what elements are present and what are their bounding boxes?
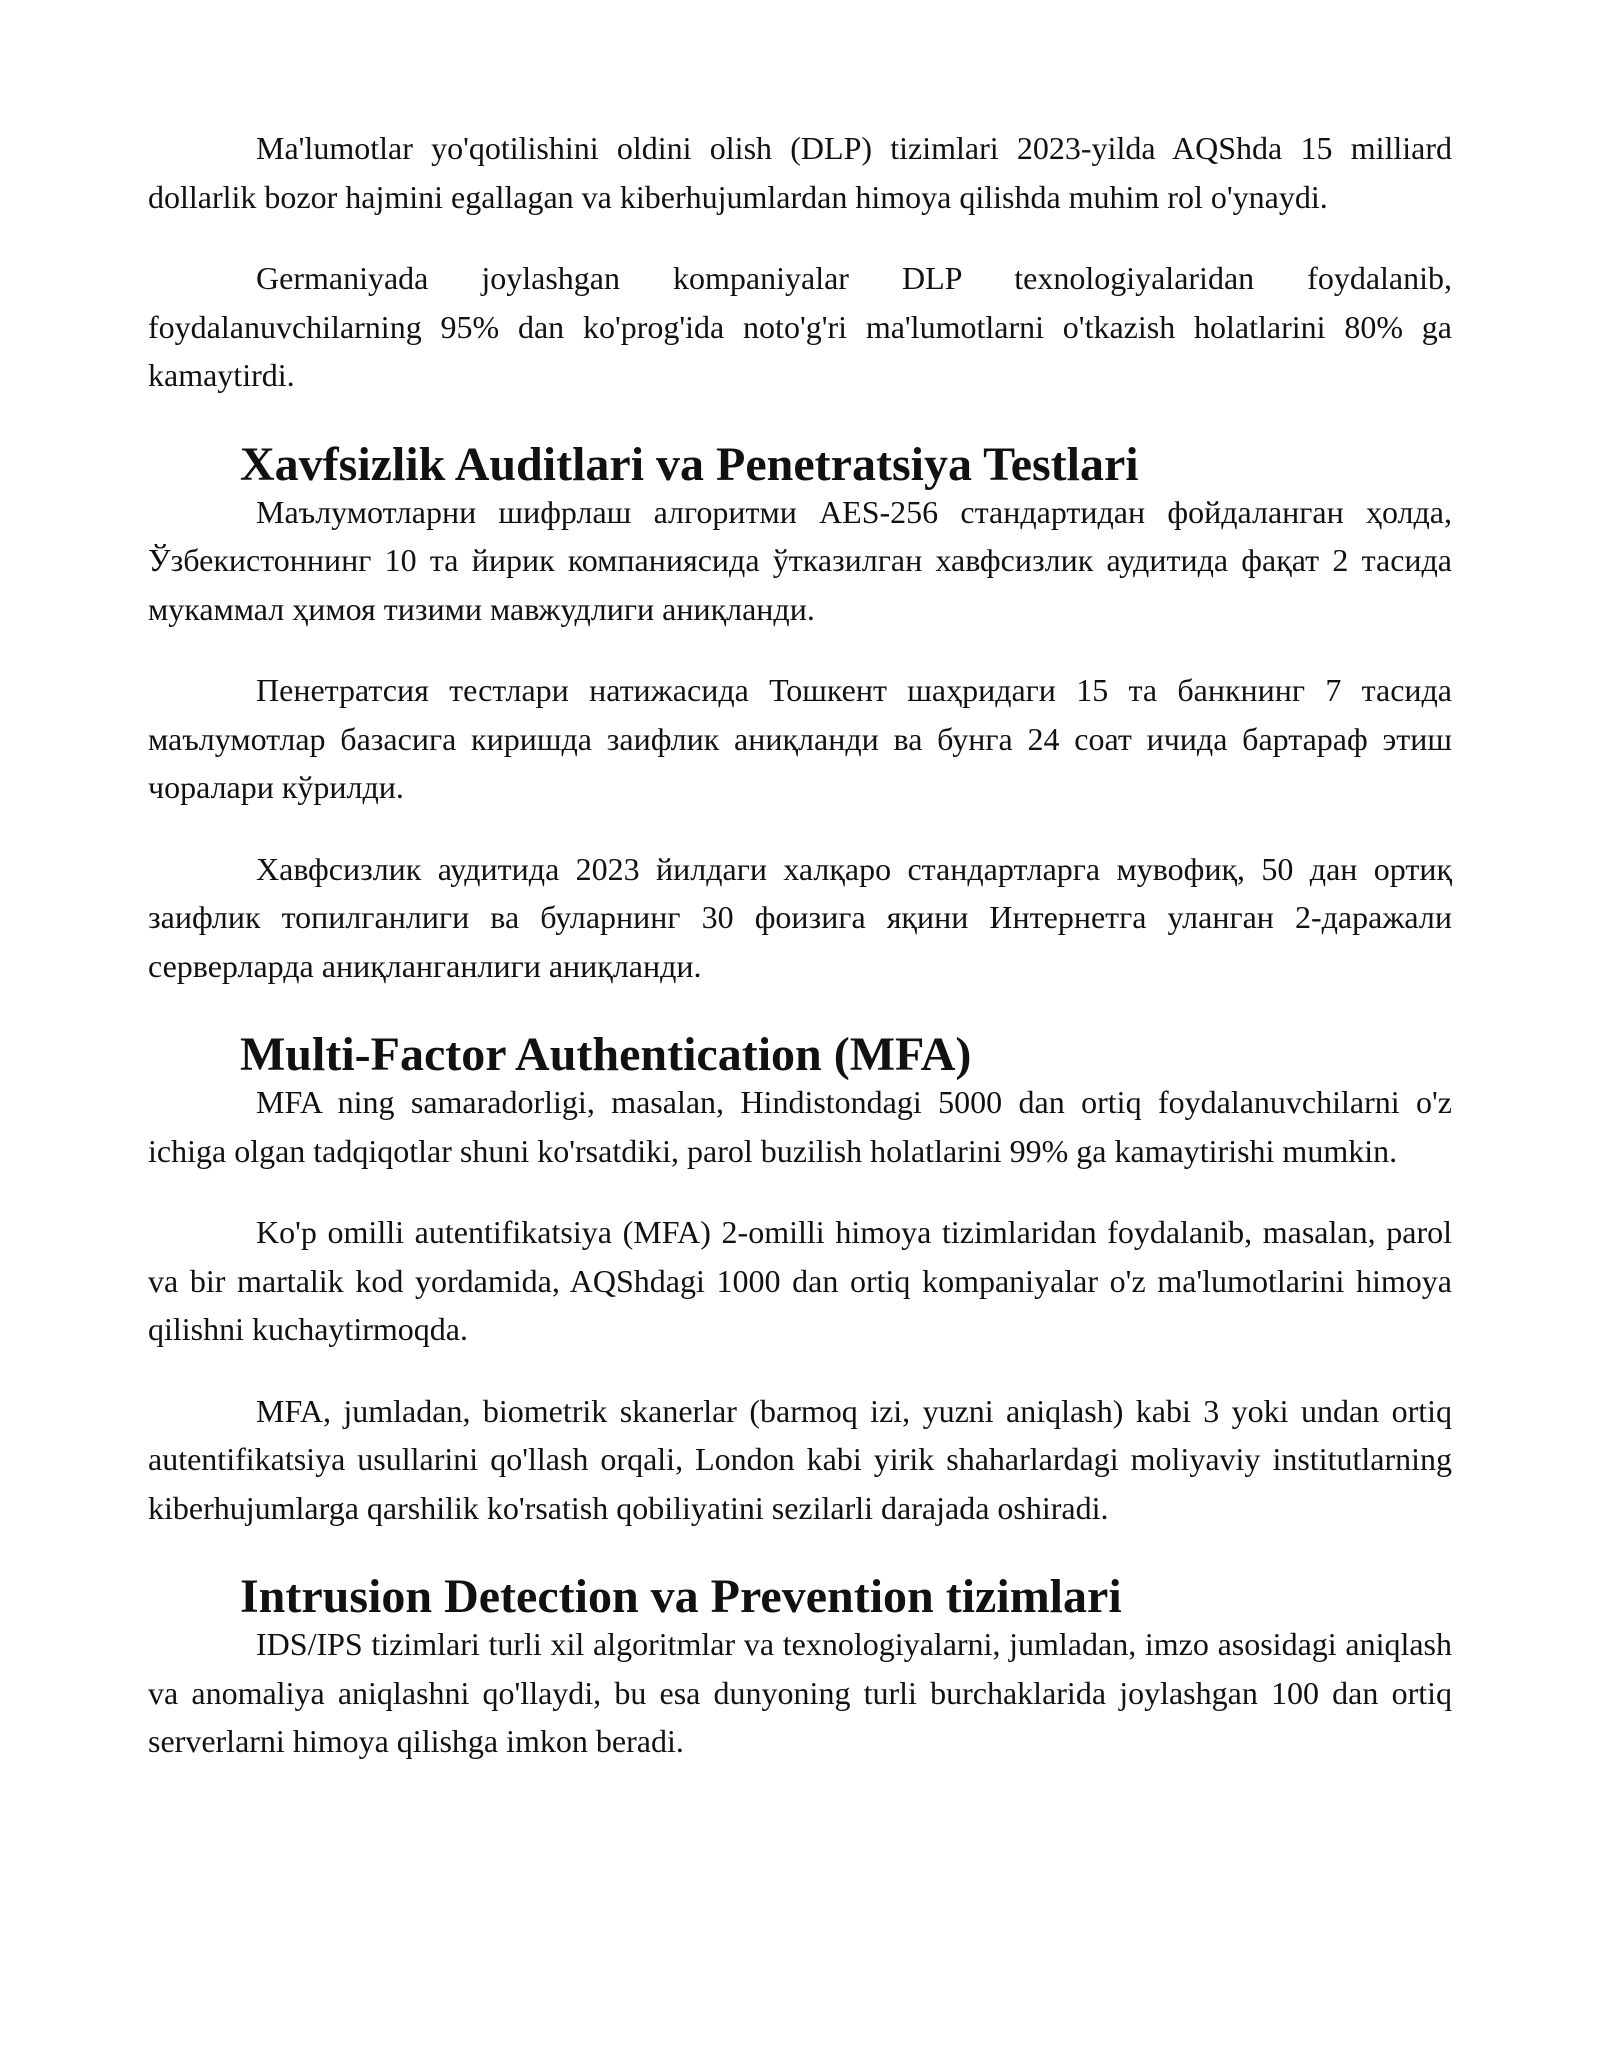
- paragraph-pentest-banks: Пенетратсия тестлари натижасида Тошкент шаҳридаги 15 та банкнинг 7 тасида маълумотлар базасига киришда заифлик аниқланди ва бунга 24 соат ичида бартараф этиш чоралари кўрилди.: [148, 672, 1452, 805]
- heading-ids-ips: Intrusion Detection va Prevention tizimlari: [240, 1570, 1122, 1623]
- paragraph-dlp-market: Ma'lumotlar yo'qotilishini oldini olish (DLP) tizimlari 2023-yilda AQShda 15 milliard dollarlik bozor hajmini egallagan va kiberhujumlardan himoya qilishda muhim rol o'ynaydi.: [148, 130, 1452, 215]
- paragraph-mfa-india: MFA ning samaradorligi, masalan, Hindistondagi 5000 dan ortiq foydalanuvchilarni o'z ichiga olgan tadqiqotlar shuni ko'rsatdiki, parol buzilish holatlarini 99% ga kamaytirishi mumkin.: [148, 1084, 1452, 1169]
- paragraph-aes-audit: Маълумотларни шифрлаш алгоритми AES-256 стандартидан фойдаланган ҳолда, Ўзбекистоннинг 10 та йирик компаниясида ўтказилган хавфсизлик аудитида фақат 2 тасида мукаммал ҳимоя тизими мавжудлиги аниқланди.: [148, 493, 1452, 627]
- document-page: [148, 124, 1452, 1766]
- heading-mfa: Multi-Factor Authentication (MFA): [240, 1028, 972, 1081]
- paragraph-ids-ips: IDS/IPS tizimlari turli xil algoritmlar va texnologiyalarni, jumladan, imzo asosidagi aniqlash va anomaliya aniqlashni qo'llaydi, bu esa dunyoning turli burchaklarida joylashgan 100 dan ortiq serverlarni himoya qilishga imkon beradi.: [148, 1626, 1452, 1759]
- paragraph-mfa-biometric: MFA, jumladan, biometrik skanerlar (barmoq izi, yuzni aniqlash) kabi 3 yoki undan ortiq autentifikatsiya usullarini qo'llash orqali, London kabi yirik shaharlardagi moliyaviy institutlarning kiberhujumlarga qarshilik ko'rsatish qobiliyatini sezilarli darajada oshiradi.: [148, 1392, 1452, 1526]
- paragraph-dlp-germany: Germaniyada joylashgan kompaniyalar DLP texnologiyalaridan foydalanib, foydalanuvchilarning 95% dan ko'prog'ida noto'g'ri ma'lumotlarni o'tkazish holatlarini 80% ga kamaytirdi.: [148, 260, 1452, 393]
- paragraph-audit-2023: Хавфсизлик аудитида 2023 йилдаги халқаро стандартларга мувофиқ, 50 дан ортиқ заифлик топилганлиги ва буларнинг 30 фоизига яқини Интернетга уланган 2-даражали серверларда аниқланганлиги аниқланди.: [148, 850, 1452, 984]
- heading-security-audits: Xavfsizlik Auditlari va Penetratsiya Testlari: [240, 437, 1139, 491]
- paragraph-mfa-usa: Ko'p omilli autentifikatsiya (MFA) 2-omilli himoya tizimlaridan foydalanib, masalan, parol va bir martalik kod yordamida, AQShdagi 1000 dan ortiq kompaniyalar o'z ma'lumotlarini himoya qilishni kuchaytirmoqda.: [148, 1214, 1452, 1347]
